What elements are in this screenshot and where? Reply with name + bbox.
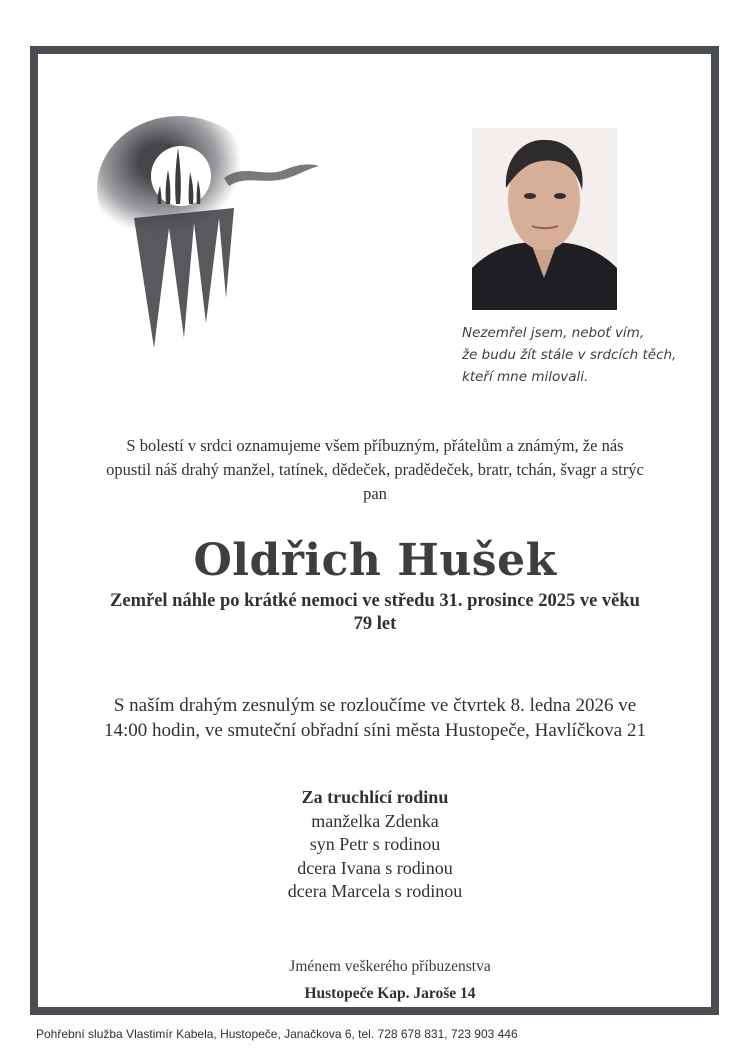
family-address: Hustopeče Kap. Jaroše 14 (304, 985, 476, 1002)
portrait-photo (472, 128, 617, 310)
motto-line: kteří mne milovali. (462, 369, 589, 385)
family-member: dcera Ivana s rodinou (297, 857, 453, 878)
death-line: Zemřel náhle po krátké nemoci ve středu 31. prosince 2025 ve věku (110, 591, 640, 611)
funeral-service-footer: Pohřební služba Vlastimír Kabela, Hustopeče, Janačkova 6, tel. 728 678 831, 723 903 446 (36, 1027, 518, 1041)
ceremony-line: S naším drahým zesnulým se rozloučíme ve čtvrtek 8. ledna 2026 ve (113, 695, 637, 716)
family-member: syn Petr s rodinou (309, 834, 441, 854)
mourning-family (190, 786, 560, 904)
family-heading: Za truchlící rodinu (301, 787, 449, 807)
intro-line: opustil náš drahý manžel, tatínek, dědeček, pradědeček, bratr, tchán, švagr a strýc (106, 460, 644, 479)
motto-line: že budu žít stále v srdcích těch, (462, 347, 677, 363)
family-member: dcera Marcela s rodinou (287, 881, 463, 901)
ceremony-line: 14:00 hodin, ve smuteční obřadní síni města Hustopeče, Havlíčkova 21 (104, 720, 646, 741)
behalf-line: Jménem veškerého příbuzenstva (289, 958, 491, 975)
motto-quote (462, 322, 712, 388)
death-details (40, 590, 710, 636)
intro-title: pan (363, 484, 387, 503)
moon-candles-emblem-icon (94, 108, 324, 353)
deceased-name: Oldřich Hušek (193, 535, 557, 586)
age-line: 79 let (353, 614, 397, 634)
intro-line: S bolestí v srdci oznamujeme všem příbuzným, přátelům a známým, že nás (126, 436, 624, 455)
motto-line: Nezemřel jsem, neboť vím, (462, 325, 645, 341)
announcement-intro (60, 434, 690, 506)
family-member: manželka Zdenka (311, 810, 439, 831)
ceremony-details (50, 693, 700, 743)
